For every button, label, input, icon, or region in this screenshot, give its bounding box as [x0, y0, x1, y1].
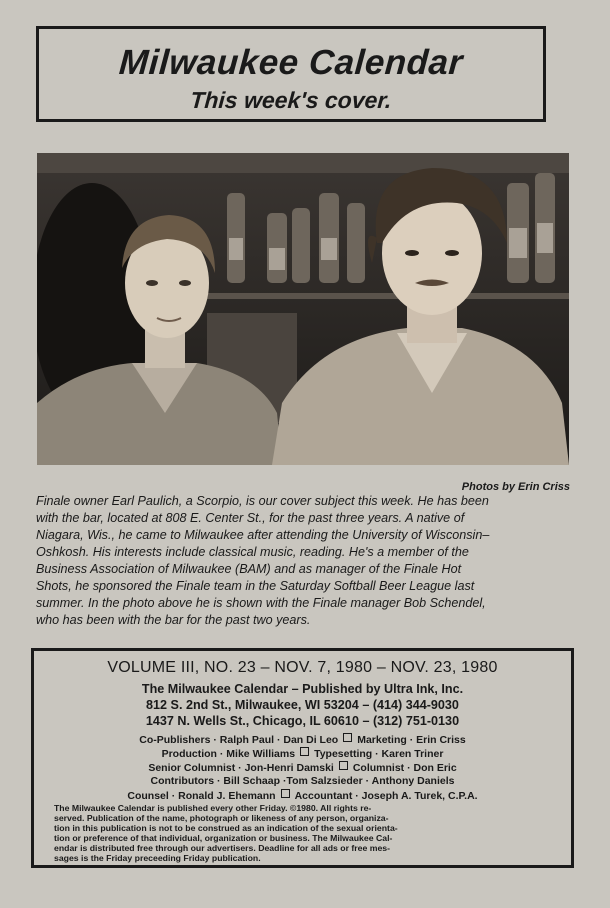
fine-print-line: tion or preference of that individual, organization or business. The Milwaukee Cal- — [54, 833, 393, 843]
columnist: Columnist · Don Eric — [352, 762, 457, 774]
staff-line-1 — [34, 733, 571, 746]
typesetting: Typesetting · Karen Triner — [314, 748, 444, 760]
fine-print-line: tion in this publication is not to be construed as an indication of the sexual orienta- — [54, 823, 398, 833]
separator-box-icon — [281, 789, 290, 798]
publisher-line: The Milwaukee Calendar – Published by Ultra Ink, Inc. — [141, 682, 464, 696]
page-subtitle: This week's cover. — [189, 87, 393, 113]
fine-print-line: served. Publication of the name, photograph or likeness of any person, organiza- — [54, 813, 389, 823]
cover-photo — [37, 153, 569, 465]
cover-caption — [36, 493, 576, 629]
fine-print-line: endar is distributed free through our advertisers. Deadline for all ads or free mes- — [54, 843, 391, 853]
caption-line: Oshkosh. His interests include classical music, reading. He's a member of the — [36, 545, 469, 559]
caption-line: Business Association of Milwaukee (BAM) and as manager of the Finale Hot — [36, 562, 462, 576]
senior-columnist: Senior Columnist · Jon-Henri Damski — [148, 762, 334, 774]
staff-line-2 — [34, 747, 571, 760]
caption-line: summer. In the photo above he is shown with the Finale manager Bob Schendel, — [36, 596, 486, 610]
separator-box-icon — [343, 733, 352, 742]
staff-line-3 — [34, 761, 571, 774]
caption-line: Shots, he sponsored the Finale team in the Saturday Softball Beer League last — [36, 579, 475, 593]
marketing: Marketing · Erin Criss — [357, 734, 466, 746]
caption-line: Niagara, Wis., he came to Milwaukee after attending the University of Wisconsin– — [36, 528, 490, 542]
counsel: Counsel · Ronald J. Ehemann — [127, 790, 276, 802]
staff-line-5 — [34, 789, 571, 802]
milwaukee-address: 812 S. 2nd St., Milwaukee, WI 53204 – (414) 344-9030 — [146, 698, 459, 712]
photo-credit: Photos by Erin Criss — [461, 481, 570, 493]
production: Production · Mike Williams — [161, 748, 296, 760]
caption-line: Finale owner Earl Paulich, a Scorpio, is our cover subject this week. He has been — [36, 494, 489, 508]
volume-line: VOLUME III, NO. 23 – NOV. 7, 1980 – NOV. 23, 1980 — [107, 659, 498, 676]
masthead-box — [31, 648, 574, 868]
fine-print-line: The Milwaukee Calendar is published every other Friday. ©1980. All rights re- — [54, 803, 372, 813]
accountant: Accountant · Joseph A. Turek, C.P.A. — [294, 790, 478, 802]
page-title: Milwaukee Calendar — [117, 43, 465, 82]
fine-print-line: sages is the Friday preceeding Friday publication. — [54, 853, 261, 863]
chicago-address: 1437 N. Wells St., Chicago, IL 60610 – (312) 751-0130 — [145, 714, 460, 728]
separator-box-icon — [300, 747, 309, 756]
fine-print — [54, 803, 553, 863]
caption-line: who has been with the bar for the past two years. — [36, 613, 311, 627]
separator-box-icon — [339, 761, 348, 770]
header-box — [36, 26, 546, 122]
copublishers: Co-Publishers · Ralph Paul · Dan Di Leo — [139, 734, 339, 746]
caption-line: with the bar, located at 808 E. Center St., for the past three years. A native of — [36, 511, 465, 525]
contributors: Contributors · Bill Schaap ·Tom Salzsieder · Anthony Daniels — [150, 775, 455, 787]
staff-line-4 — [34, 775, 571, 787]
